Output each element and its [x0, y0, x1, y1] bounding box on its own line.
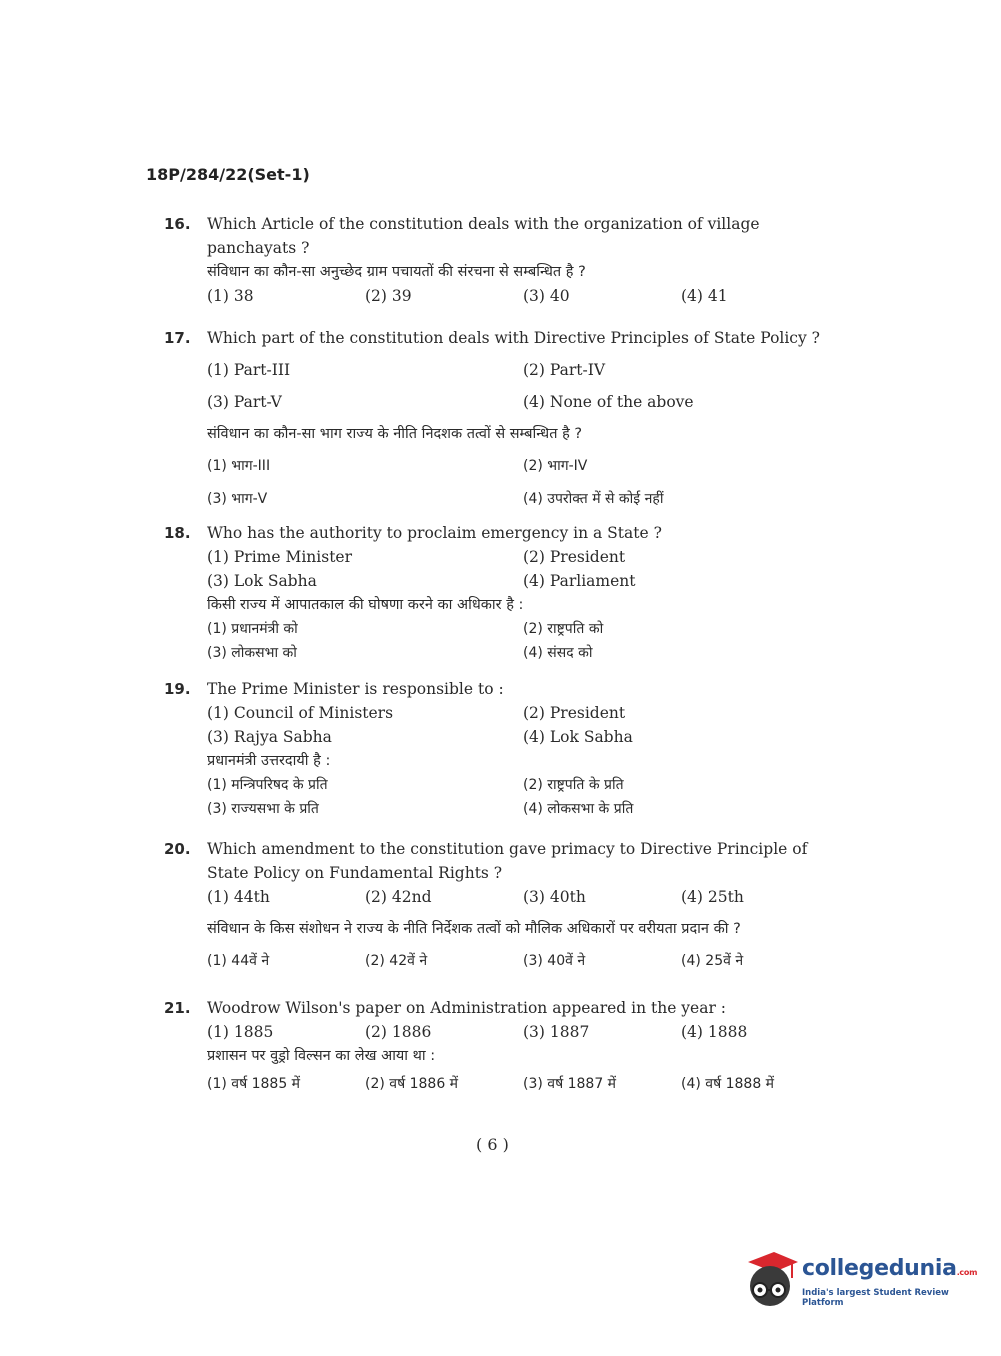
- option: (2) 42nd: [365, 888, 432, 906]
- question-19: [164, 677, 844, 821]
- option: (3) 40वें ने: [523, 953, 586, 969]
- question-18: [164, 521, 844, 665]
- option: (1) Part-III: [207, 361, 291, 379]
- option: (4) 1888: [681, 1023, 748, 1041]
- option: (2) President: [523, 704, 626, 722]
- option: (4) 25th: [681, 888, 744, 906]
- options-en: [207, 885, 844, 909]
- option: (3) Rajya Sabha: [207, 728, 332, 746]
- question-20: [164, 837, 844, 973]
- option: (2) भाग-IV: [523, 458, 588, 474]
- question-number: 19.: [164, 680, 191, 698]
- option: (1) Prime Minister: [207, 548, 353, 566]
- option: (3) Lok Sabha: [207, 572, 317, 590]
- question-21: [164, 996, 844, 1096]
- question-text-hi: संविधान का कौन-सा भाग राज्य के नीति निदशक तत्वों से सम्बन्धित है ?: [207, 426, 583, 442]
- option: (3) 1887: [523, 1023, 590, 1041]
- question-text-en: Which Article of the constitution deals with the organization of village panchayats ?: [207, 215, 760, 257]
- options-en: [207, 358, 844, 414]
- question-number: 18.: [164, 524, 191, 542]
- option: (4) संसद को: [523, 645, 593, 661]
- option: (3) राज्यसभा के प्रति: [207, 801, 319, 817]
- option: (3) भाग-V: [207, 491, 268, 507]
- option: (2) 42वें ने: [365, 953, 428, 969]
- options-hi: [207, 617, 844, 665]
- option: (1) 44th: [207, 888, 270, 906]
- question-text-en: Which part of the constitution deals with Directive Principles of State Policy ?: [207, 329, 820, 347]
- question-number: 17.: [164, 329, 191, 347]
- options-hi: [207, 1072, 844, 1096]
- option: (1) प्रधानमंत्री को: [207, 621, 298, 637]
- mascot-icon: [740, 1248, 800, 1312]
- option: (4) लोकसभा के प्रति: [523, 801, 634, 817]
- options-en: [207, 701, 844, 749]
- option: (1) 38: [207, 287, 254, 305]
- question-text-hi: संविधान के किस संशोधन ने राज्य के नीति निर्देशक तत्वों को मौलिक अधिकारों पर वरीयता प्रदान की ?: [207, 921, 741, 937]
- question-16: [164, 212, 844, 308]
- option: (2) President: [523, 548, 626, 566]
- option: (4) None of the above: [523, 393, 694, 411]
- question-17: [164, 326, 844, 511]
- option: (4) वर्ष 1888 में: [681, 1076, 775, 1092]
- option: (2) 39: [365, 287, 412, 305]
- option: (1) भाग-III: [207, 458, 271, 474]
- options: [207, 284, 844, 308]
- option: (3) 40th: [523, 888, 586, 906]
- option: (1) Council of Ministers: [207, 704, 394, 722]
- options-en: [207, 1020, 844, 1044]
- question-number: 21.: [164, 999, 191, 1017]
- option: (1) वर्ष 1885 में: [207, 1076, 301, 1092]
- option: (3) वर्ष 1887 में: [523, 1076, 617, 1092]
- question-text-hi: किसी राज्य में आपातकाल की घोषणा करने का अधिकार है :: [207, 597, 524, 613]
- question-text-en: Which amendment to the constitution gave primacy to Directive Principle of State Policy on Fundamental Rights ?: [207, 840, 808, 882]
- options-en: [207, 545, 844, 593]
- options-hi: [207, 773, 844, 821]
- option: (4) Parliament: [523, 572, 636, 590]
- option: (4) 25वें ने: [681, 953, 744, 969]
- option: (1) 1885: [207, 1023, 274, 1041]
- paper-code: 18P/284/22(Set-1): [146, 165, 310, 184]
- page-number: ( 6 ): [476, 1135, 509, 1154]
- option: (4) 41: [681, 287, 728, 305]
- collegedunia-logo: [740, 1248, 978, 1318]
- question-text-hi: प्रशासन पर वुड्रो विल्सन का लेख आया था :: [207, 1048, 436, 1064]
- option: (3) 40: [523, 287, 570, 305]
- option: (2) वर्ष 1886 में: [365, 1076, 459, 1092]
- options-hi: [207, 454, 844, 511]
- option: (2) 1886: [365, 1023, 432, 1041]
- option: (2) Part-IV: [523, 361, 606, 379]
- question-number: 20.: [164, 840, 191, 858]
- option: (2) राष्ट्रपति को: [523, 621, 604, 637]
- logo-wordmark: collegedunia.com: [802, 1256, 978, 1281]
- option: (2) राष्ट्रपति के प्रति: [523, 777, 624, 793]
- option: (4) Lok Sabha: [523, 728, 633, 746]
- question-text-en: Woodrow Wilson's paper on Administration appeared in the year :: [207, 999, 727, 1017]
- option: (1) 44वें ने: [207, 953, 270, 969]
- question-text-hi: संविधान का कौन-सा अनुच्छेद ग्राम पचायतों की संरचना से सम्बन्धित है ?: [207, 264, 586, 280]
- options-hi: [207, 949, 844, 973]
- option: (4) उपरोक्त में से कोई नहीं: [523, 491, 664, 507]
- question-text-en: The Prime Minister is responsible to :: [207, 680, 504, 698]
- question-number: 16.: [164, 215, 191, 233]
- question-text-hi: प्रधानमंत्री उत्तरदायी है :: [207, 753, 331, 769]
- option: (1) मन्त्रिपरिषद के प्रति: [207, 777, 328, 793]
- option: (3) लोकसभा को: [207, 645, 297, 661]
- option: (3) Part-V: [207, 393, 282, 411]
- question-text-en: Who has the authority to proclaim emergency in a State ?: [207, 524, 662, 542]
- logo-tagline: India's largest Student Review Platform: [802, 1288, 949, 1308]
